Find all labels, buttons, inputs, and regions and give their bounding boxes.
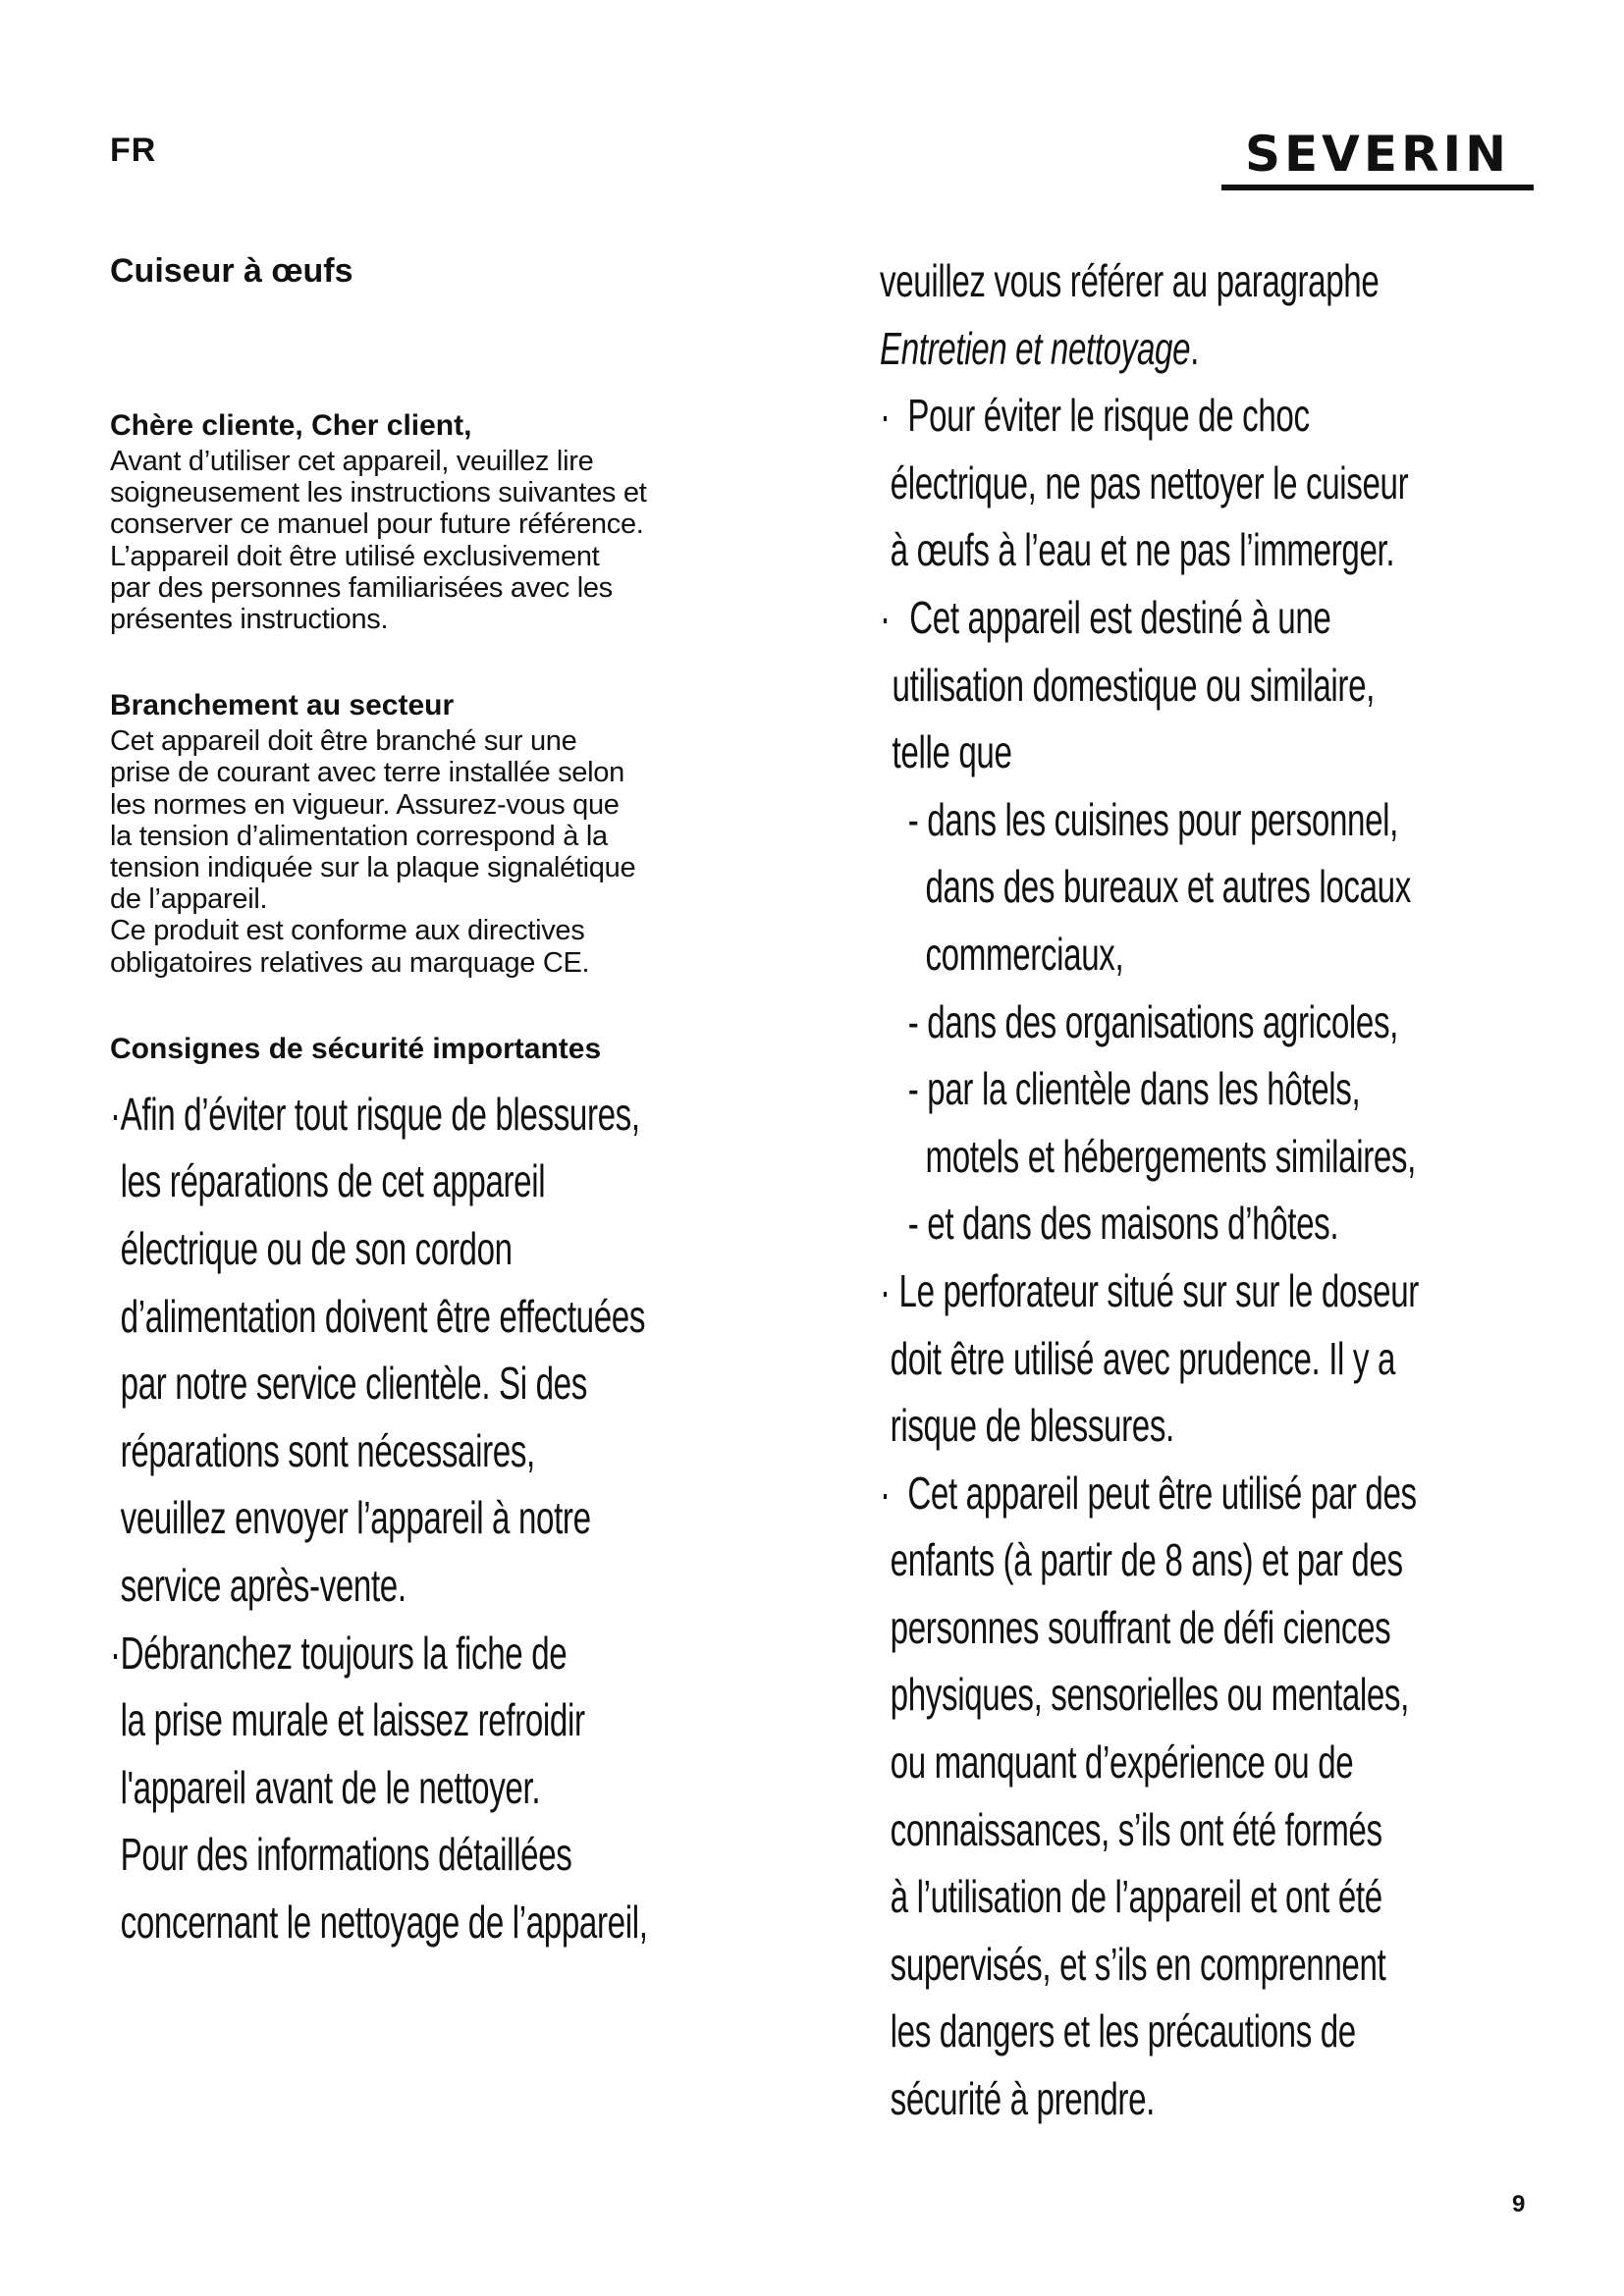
safety-item-text: Débranchez toujours la fiche de la prise murale et laissez refroidir l'appareil avant de le nettoyer. Pour des informations détaillées concernant le nettoyage de l’appareil, bbox=[120, 1627, 648, 1948]
continuation-text: veuillez vous référer au paragraphe Entretien et nettoyage. bbox=[880, 255, 1380, 374]
safety-heading: Consignes de sécurité importantes bbox=[110, 1032, 602, 1065]
greeting-heading: Chère cliente, Cher client, bbox=[110, 409, 472, 442]
right-column bbox=[880, 247, 1567, 2133]
safety-item-water bbox=[880, 382, 1409, 584]
bullet-marker: · bbox=[110, 1627, 121, 1679]
page-title: Cuiseur à œufs bbox=[110, 252, 353, 290]
bullet-marker: · bbox=[880, 390, 891, 442]
safety-item-repairs bbox=[110, 1081, 646, 1620]
bullet-marker: · bbox=[880, 591, 891, 643]
safety-item-unplug bbox=[110, 1620, 648, 1956]
safety-list-left bbox=[110, 1081, 648, 1956]
mains-paragraph: Cet appareil doit être branché sur une prise de courant avec terre installée selon les normes en vigueur. Assurez-vous que la tension d’alimentation correspond à la tension indiquée sur la plaque signalétique de l’appareil. Ce produit est conforme aux directives obligatoires relatives au marquage CE. bbox=[110, 725, 636, 979]
left-column bbox=[110, 251, 797, 1956]
safety-item-piercer bbox=[880, 1257, 1419, 1460]
bullet-marker: · bbox=[880, 1264, 891, 1316]
mains-heading: Branchement au secteur bbox=[110, 689, 455, 722]
bullet-marker: · bbox=[110, 1088, 121, 1140]
use-case-guest-houses: - et dans des maisons d’hôtes. bbox=[907, 1198, 1339, 1250]
section-reference: Entretien et nettoyage bbox=[880, 322, 1191, 374]
language-code: FR bbox=[110, 132, 157, 169]
use-case-farms: - dans des organisations agricoles, bbox=[907, 995, 1399, 1047]
page-number: 9 bbox=[1512, 2191, 1526, 2217]
intro-paragraph: Avant d’utiliser cet appareil, veuillez lire soigneusement les instructions suivantes et conserver ce manuel pour future référence. L’appareil doit être utilisé exclusivement par des personnes familiarisées avec les présentes instructions. bbox=[110, 446, 647, 636]
brand-logo: SEVERIN bbox=[1221, 130, 1534, 190]
use-case-staff-kitchens: - dans les cuisines pour personnel, dans des bureaux et autres locaux commerciaux, bbox=[907, 793, 1411, 980]
safety-item-text: Cet appareil peut être utilisé par des enfants (à partir de 8 ans) et par des personnes souffrant de défi ciences physiques, sensorielles ou mentales, ou manquant d’expérience ou de connaissances, s’ils ont été formés à l’utilisation de l’appareil et ont été supervisés, et s’ils en comprennent les dangers et les précautions de sécurité à prendre. bbox=[890, 1467, 1417, 2125]
safety-item-text: Pour éviter le risque de choc électrique, ne pas nettoyer le cuiseur à œufs à l’eau et ne pas l’immerger. bbox=[890, 390, 1409, 576]
safety-item-text: Cet appareil est destiné à une utilisation domestique ou similaire, telle que bbox=[892, 591, 1375, 778]
bullet-marker: · bbox=[880, 1467, 891, 1519]
safety-item-children bbox=[880, 1460, 1417, 2133]
safety-list-right bbox=[880, 247, 1419, 2133]
safety-item-text: Afin d’éviter tout risque de blessures, les réparations de cet appareil électrique ou de son cordon d’alimentation doivent être effectuées par notre service clientèle. Si des réparations sont nécessaires, veuillez envoyer l’appareil à notre service après-vente. bbox=[120, 1088, 646, 1611]
safety-item-text: Le perforateur situé sur sur le doseur doit être utilisé avec prudence. Il y a risque de blessures. bbox=[890, 1264, 1419, 1452]
safety-item-domestic-use bbox=[880, 584, 1375, 786]
use-case-hotels: - par la clientèle dans les hôtels, motels et hébergements similaires, bbox=[907, 1063, 1416, 1182]
